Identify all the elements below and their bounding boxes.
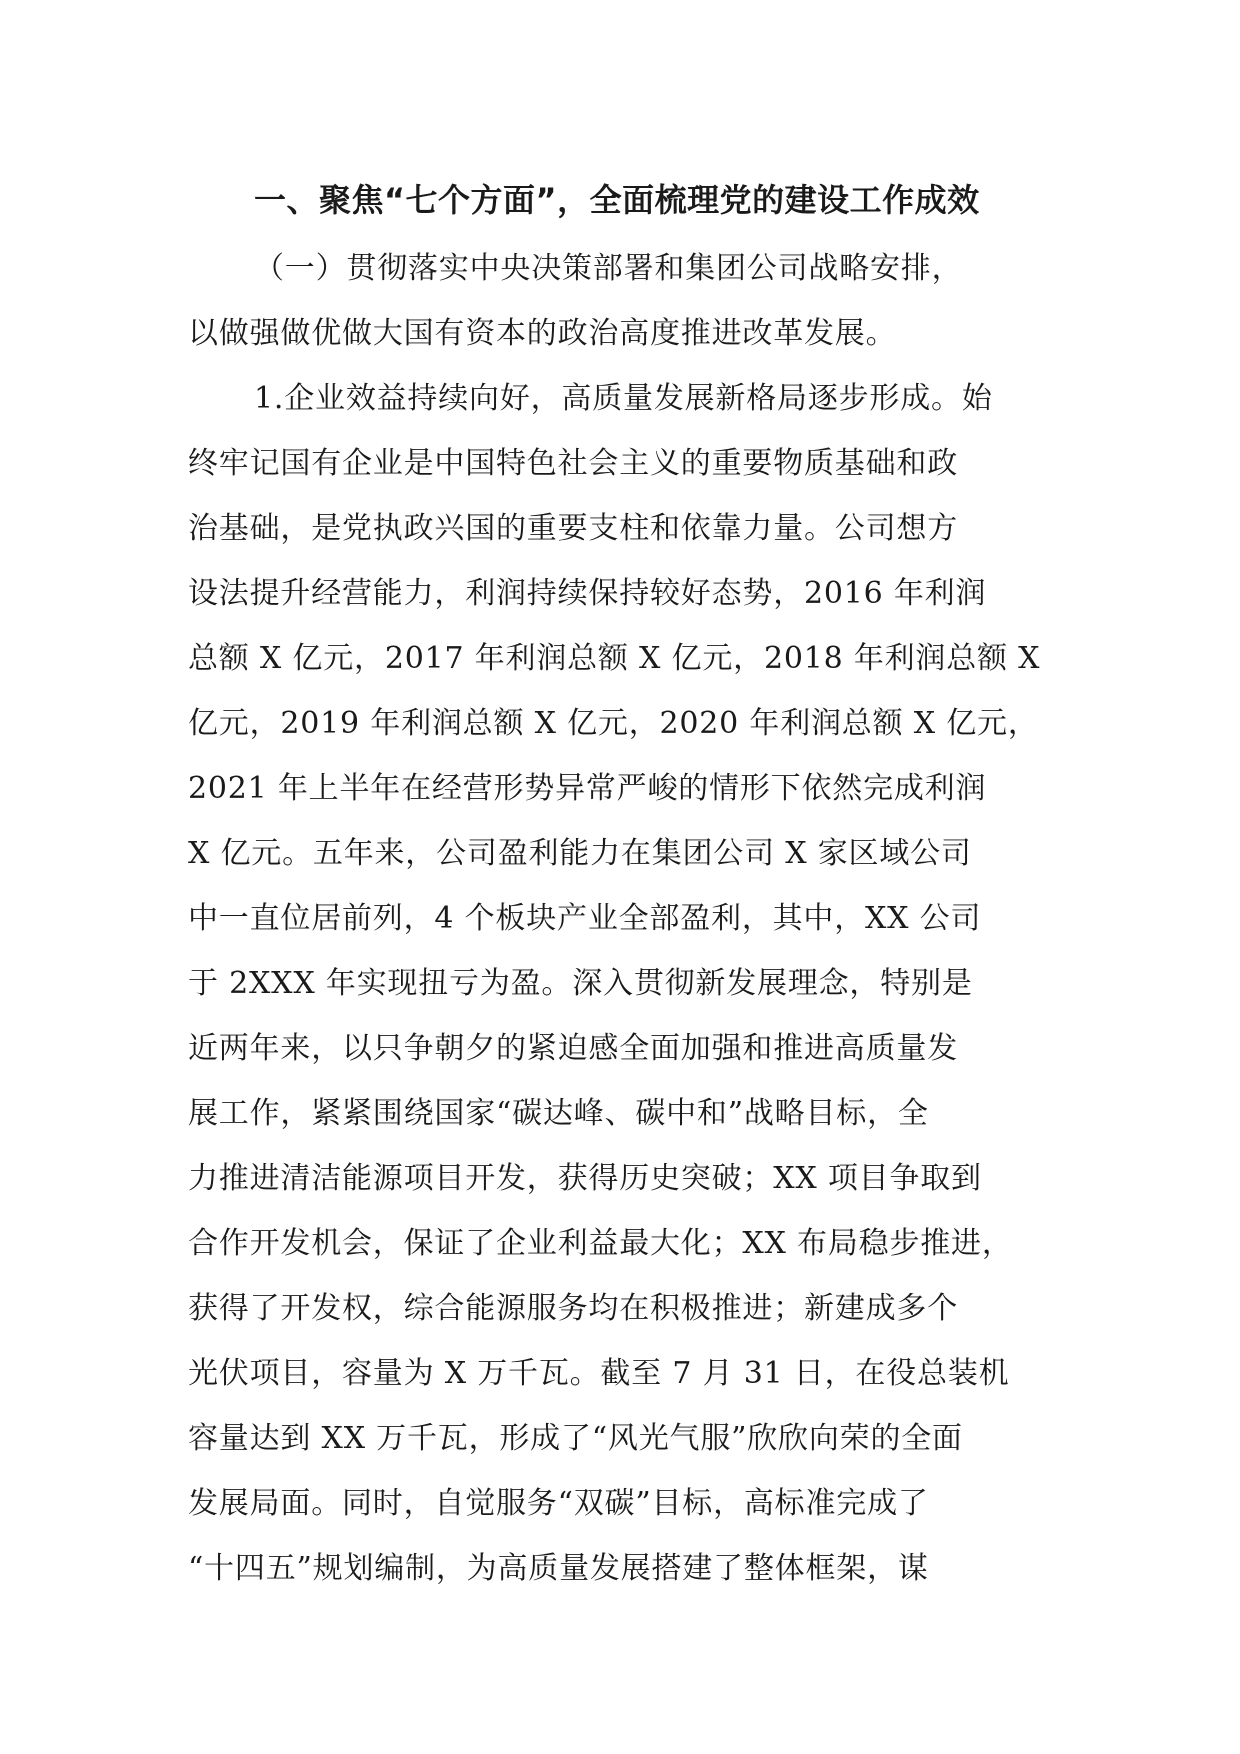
paragraph-line-1: 1.企业效益持续向好，高质量发展新格局逐步形成。始 [254,381,993,416]
paragraph-line-14: 合作开发机会，保证了企业利益最大化；XX 布局稳步推进， [188,1226,1013,1261]
paragraph-line-13: 力推进清洁能源项目开发，获得历史突破；XX 项目争取到 [188,1161,982,1196]
paragraph-line-16: 光伏项目，容量为 X 万千瓦。截至 7 月 31 日，在役总装机 [188,1356,1010,1391]
paragraph-line-5: 总额 X 亿元，2017 年利润总额 X 亿元，2018 年利润总额 X [188,641,1041,676]
paragraph-line-10: 于 2XXX 年实现扭亏为盈。深入贯彻新发展理念，特别是 [188,966,973,1001]
paragraph-line-6: 亿元，2019 年利润总额 X 亿元，2020 年利润总额 X 亿元， [188,706,1039,741]
paragraph-line-19: “十四五”规划编制，为高质量发展搭建了整体框架，谋 [188,1551,929,1586]
section-heading: 一、聚焦“七个方面”，全面梳理党的建设工作成效 [254,181,980,219]
subsection-heading-line-2: 以做强做优做大国有资本的政治高度推进改革发展。 [188,316,897,351]
paragraph-line-4: 设法提升经营能力，利润持续保持较好态势，2016 年利润 [188,576,987,611]
paragraph-line-17: 容量达到 XX 万千瓦，形成了“风光气服”欣欣向荣的全面 [188,1421,963,1456]
document-body [188,172,1058,1601]
paragraph-line-9: 中一直位居前列，4 个板块产业全部盈利，其中，XX 公司 [188,901,982,936]
paragraph-line-8: X 亿元。五年来，公司盈利能力在集团公司 X 家区域公司 [188,836,972,871]
subsection-heading-line-1: （一）贯彻落实中央决策部署和集团公司战略安排， [254,251,963,286]
paragraph-line-7: 2021 年上半年在经营形势异常严峻的情形下依然完成利润 [188,771,987,806]
paragraph-line-12: 展工作，紧紧围绕国家“碳达峰、碳中和”战略目标，全 [188,1096,929,1131]
paragraph-line-11: 近两年来，以只争朝夕的紧迫感全面加强和推进高质量发 [188,1031,958,1066]
paragraph-line-18: 发展局面。同时，自觉服务“双碳”目标，高标准完成了 [188,1486,929,1521]
paragraph-line-3: 治基础，是党执政兴国的重要支柱和依靠力量。公司想方 [188,511,958,546]
paragraph-line-2: 终牢记国有企业是中国特色社会主义的重要物质基础和政 [188,446,958,481]
paragraph-line-15: 获得了开发权，综合能源服务均在积极推进；新建成多个 [188,1291,958,1326]
